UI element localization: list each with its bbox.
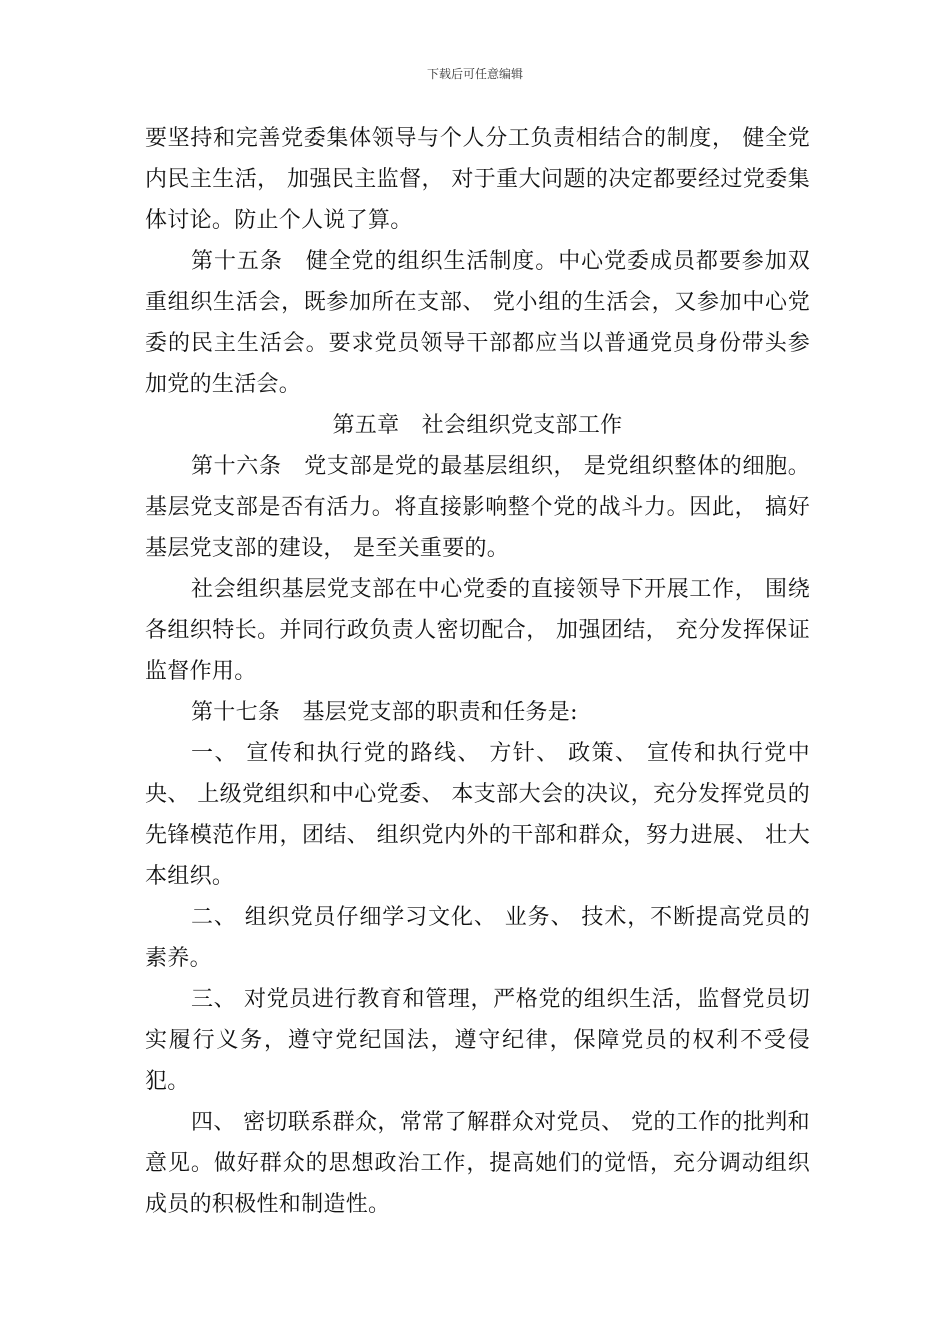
paragraph-collective-leadership: 要坚持和完善党委集体领导与个人分工负责相结合的制度， 健全党内民主生活， 加强民主监督， 对于重大问题的决定都要经过党委集体讨论。防止个人说了算。	[145, 126, 810, 233]
article-15: 第十五条 健全党的组织生活制度。中心党委成员都要参加双重组织生活会，既参加所在支部、 党小组的生活会，又参加中心党委的民主生活会。要求党员领导干部都应当以普通党员身份带头参加党的生活会。	[145, 249, 810, 397]
page-header-note: 下载后可任意编辑	[426, 67, 523, 81]
duty-item-3: 三、 对党员进行教育和管理，严格党的组织生活，监督党员切实履行义务，遵守党纪国法，遵守纪律，保障党员的权利不受侵犯。	[145, 987, 810, 1094]
article-17: 第十七条 基层党支部的职责和任务是:	[191, 700, 578, 725]
chapter-5-heading: 第五章 社会组织党支部工作	[332, 413, 623, 438]
paragraph-branch-work: 社会组织基层党支部在中心党委的直接领导下开展工作， 围绕各组织特长。并同行政负责人密切配合， 加强团结， 充分发挥保证监督作用。	[145, 577, 810, 684]
document-body	[145, 118, 810, 1225]
duty-item-1: 一、 宣传和执行党的路线、 方针、 政策、 宣传和执行党中央、 上级党组织和中心党委、 本支部大会的决议，充分发挥党员的先锋模范作用，团结、 组织党内外的干部和群众，努力进展、 壮大本组织。	[145, 741, 810, 889]
article-16: 第十六条 党支部是党的最基层组织， 是党组织整体的细胞。基层党支部是否有活力。将直接影响整个党的战斗力。因此， 搞好基层党支部的建设， 是至关重要的。	[145, 454, 810, 561]
duty-item-4: 四、 密切联系群众，常常了解群众对党员、 党的工作的批判和意见。做好群众的思想政治工作，提高她们的觉悟，充分调动组织成员的积极性和制造性。	[145, 1110, 810, 1217]
duty-item-2: 二、 组织党员仔细学习文化、 业务、 技术，不断提高党员的素养。	[145, 905, 810, 971]
